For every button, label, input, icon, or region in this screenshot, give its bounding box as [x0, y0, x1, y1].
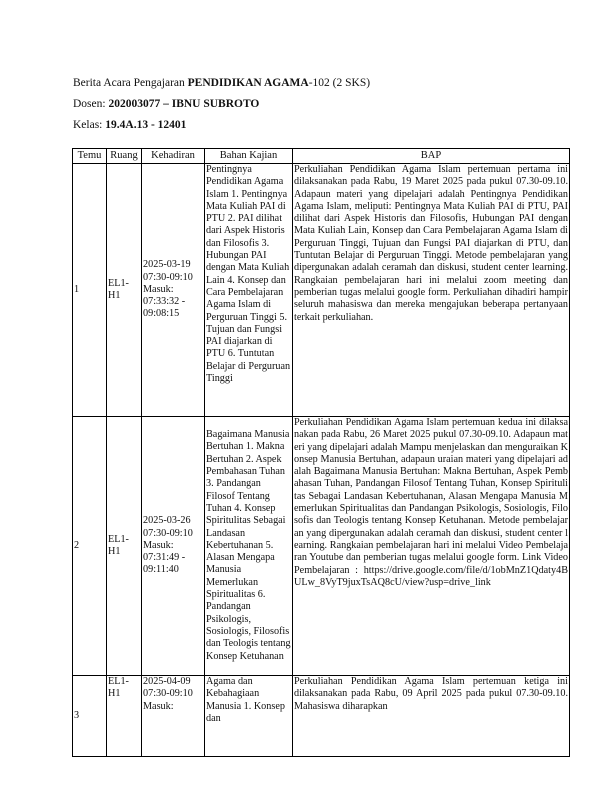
col-header-bap: BAP: [293, 149, 570, 164]
course-suffix: -102 (2 SKS): [308, 77, 371, 89]
cell-ruang: EL1-H1: [107, 164, 142, 417]
cell-bap: Perkuliahan Pendidikan Agama Islam pertemuan ketiga ini dilaksanakan pada Rabu, 09 April 2025 pada pukul 07.30-09.10. Mahasiswa diharapkan: [293, 676, 570, 757]
header-line-class: [73, 118, 186, 132]
course-prefix: Berita Acara Pengajaran: [73, 77, 188, 89]
table-row: [73, 417, 570, 676]
lecturer-name: 202003077 – IBNU SUBROTO: [108, 98, 260, 110]
cell-kehadiran: 2025-04-09 07:30-09:10 Masuk:: [142, 676, 205, 757]
cell-kehadiran: 2025-03-26 07:30-09:10 Masuk: 07:31:49 - 09:11:40: [142, 417, 205, 676]
class-prefix: Kelas:: [73, 119, 106, 131]
header-line-course: [73, 76, 370, 90]
cell-bahan-kajian: Bagaimana Manusia Bertuhan 1. Makna Bertuhan 2. Aspek Pembahasan Tuhan 3. Pandangan Filosof Tentang Tuhan 4. Konsep Spiritulitas Sebagai Landasan Kebertuhanan 5. Alasan Mengapa Manusia Memerlukan Spiritualitas 6. Pandangan Psikologis, Sosiologis, Filosofis dan Teologis tentang Konsep Ketuhanan: [205, 417, 293, 676]
cell-temu: 1: [73, 164, 107, 417]
cell-bahan-kajian: Pentingnya Pendidikan Agama Islam 1. Pentingnya Mata Kuliah PAI di PTU 2. PAI dilihat dari Aspek Historis dan Filosofis 3. Hubungan PAI dengan Mata Kuliah Lain 4. Konsep dan Cara Pembelajaran Agama Islam di Perguruan Tinggi 5. Tujuan dan Fungsi PAI diajarkan di PTU 6. Tuntutan Belajar di Perguruan Tinggi: [205, 164, 293, 417]
attendance-table: [72, 148, 570, 757]
table-row: [73, 676, 570, 757]
cell-bap: Perkuliahan Pendidikan Agama Islam pertemuan pertama ini dilaksanakan pada Rabu, 19 Maret 2025 pada pukul 07.30-09.10. Adapaun materi yang dipelajari adalah Pentingnya Pendidikan Agama Islam, meliputi: Pentingnya Mata Kuliah PAI di PTU, PAI dilihat dari Aspek Historis dan Filosofis, Hubungan PAI dengan Mata Kuliah Lain, Konsep dan Cara Pembelajaran Agama Islam di Perguruan Tinggi, Tujuan dan Fungsi PAI diajarkan di PTU, dan Tuntutan Belajar di Perguruan Tinggi. Metode pembelajaran yang dipergunakan adalah ceramah dan diskusi, student center learning. Rangkaian pembelajaran hari ini melalui zoom meeting dan pemberian tugas melalui google form. Perkuliahan dihadiri hampir seluruh mahasiswa dan mereka mengajukan beberapa pertanyaan terkait perkuliahan.: [293, 164, 570, 417]
table-row: [73, 164, 570, 417]
cell-bap: Perkuliahan Pendidikan Agama Islam pertemuan kedua ini dilaksanakan pada Rabu, 26 Maret 2025 pukul 07.30-09.10. Adapaun materi yang dipelajari adalah Mampu menjelaskan dan menguraikan Konsep Manusia Bertuhan, adapaun uraian materi yang dipelajari adalah Bagaimana Manusia Bertuhan: Makna Bertuhan, Aspek Pembahasan Tuhan, Pandangan Filosof Tentang Tuhan, Konsep Spiritulitas Sebagai Landasan Kebertuhanan, Alasan Mengapa Manusia Memerlukan Spiritualitas dan Pandangan Psikologis, Sosiologis, Filosofis dan Teologis tentang Konsep Ketuhanan. Metode pembelajaran yang dipergunakan adalah ceramah dan diskusi, student center learning. Rangkaian pembelajaran hari ini melalui Video Pembelajaran Youtube dan pemberian tugas melalui google form. Link Video Pembelajaran : https://drive.google.com/file/d/1obMnZ1Qdaty4B ULw_8VyT9juxTsAQ8cU/view?usp=drive_link: [293, 417, 570, 676]
cell-temu: 2: [73, 417, 107, 676]
col-header-ruang: Ruang: [107, 149, 142, 164]
lecturer-prefix: Dosen:: [73, 98, 109, 110]
cell-temu: 3: [73, 676, 107, 757]
cell-ruang: EL1-H1: [107, 417, 142, 676]
col-header-temu: Temu: [73, 149, 107, 164]
cell-kehadiran: 2025-03-19 07:30-09:10 Masuk: 07:33:32 - 09:08:15: [142, 164, 205, 417]
course-name: PENDIDIKAN AGAMA: [187, 77, 309, 89]
col-header-bahan-kajian: Bahan Kajian: [205, 149, 293, 164]
cell-bahan-kajian: Agama dan Kebahagiaan Manusia 1. Konsep dan: [205, 676, 293, 757]
col-header-kehadiran: Kehadiran: [142, 149, 205, 164]
table-header-row: [73, 149, 570, 164]
cell-ruang: EL1-H1: [107, 676, 142, 757]
header-line-lecturer: [73, 97, 259, 111]
class-name: 19.4A.13 - 12401: [105, 119, 187, 131]
